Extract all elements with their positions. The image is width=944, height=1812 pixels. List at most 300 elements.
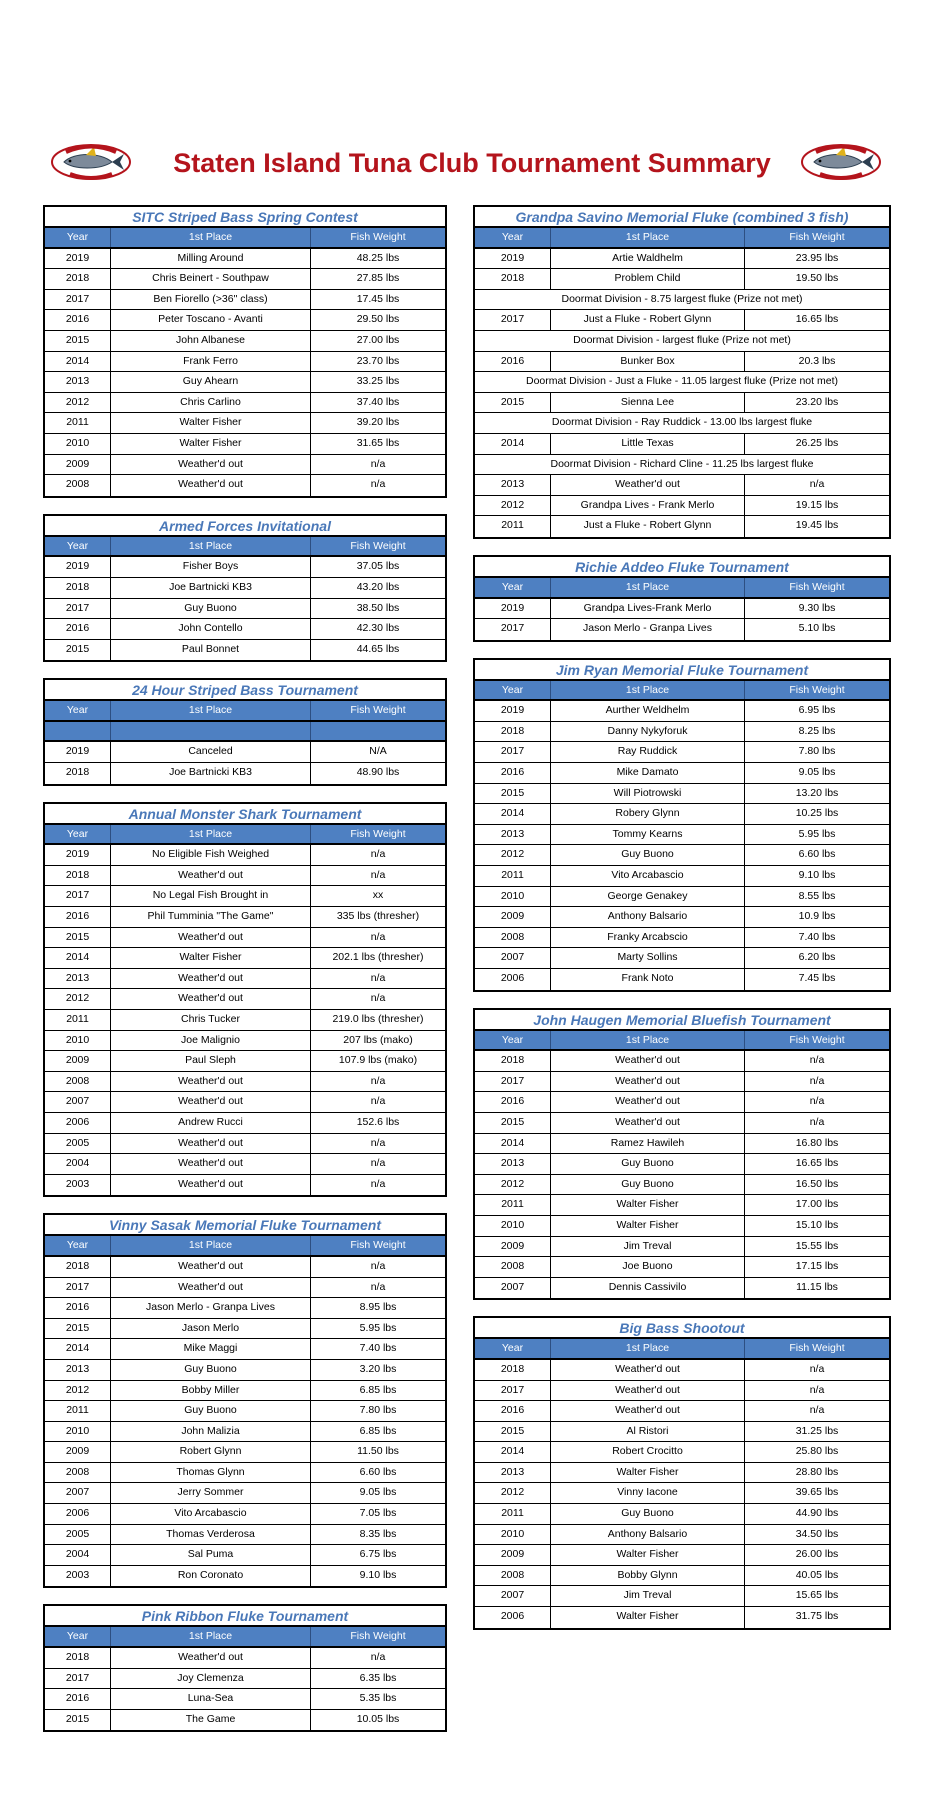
table-john-haugen-memorial-bluefish-tournament [473,1008,891,1301]
fish-weight-cell: 43.20 lbs [356,580,400,593]
year-cell: 2007 [475,948,551,968]
table-title: Grandpa Savino Memorial Fluke (combined 3 fish) [475,207,889,228]
year-cell: 2014 [45,948,111,968]
fish-weight-cell: 29.50 lbs [356,313,400,326]
header-fish-weight: Fish Weight [350,231,406,243]
fish-weight-cell: 6.85 lbs [359,1383,397,1396]
first-place-cell: Chris Carlino [111,393,311,413]
table-title: John Haugen Memorial Bluefish Tournament [475,1010,889,1031]
year-cell: 2010 [45,1031,111,1051]
first-place-cell: Bobby Glynn [551,1566,745,1586]
table-header-row [45,701,445,722]
year-cell: 2018 [45,1257,111,1277]
year-cell: 2013 [475,1463,551,1483]
table-title: Vinny Sasak Memorial Fluke Tournament [45,1215,445,1236]
fish-weight-cell: 7.80 lbs [798,745,836,758]
table-row [475,1257,889,1278]
fish-weight-cell: N/A [369,745,387,758]
first-place-cell: Joe Malignio [111,1031,311,1051]
year-cell: 2017 [475,742,551,762]
fish-weight-cell: 34.50 lbs [795,1527,839,1540]
year-cell: 2016 [475,352,551,372]
fish-weight-cell: 16.65 lbs [795,1157,839,1170]
first-place-cell: Jerry Sommer [111,1483,311,1503]
table-row [45,886,445,907]
table-row [475,742,889,763]
division-note: Doormat Division - Just a Fluke - 11.05 largest fluke (Prize not met) [525,375,838,388]
fish-weight-cell: n/a [370,1280,386,1293]
year-cell: 2007 [45,1092,111,1112]
table-row [475,475,889,496]
fish-weight-cell: 19.15 lbs [795,498,839,511]
fish-weight-cell: n/a [370,868,386,881]
year-cell: 2018 [45,578,111,598]
fish-weight-cell: n/a [809,1074,825,1087]
table-row [45,352,445,373]
fish-weight-cell: 31.25 lbs [795,1424,839,1437]
header-year: Year [475,1031,551,1050]
fish-weight-cell: 39.20 lbs [356,416,400,429]
table-row [475,1134,889,1155]
first-place-cell: Thomas Verderosa [111,1525,311,1545]
year-cell: 2010 [45,1422,111,1442]
table-title: SITC Striped Bass Spring Contest [45,207,445,228]
table-header-row [45,1236,445,1257]
table-row [475,1175,889,1196]
first-place-cell: The Game [111,1710,311,1731]
year-cell: 2019 [45,845,111,865]
year-cell: 2009 [45,1051,111,1071]
year-cell: 2010 [475,1216,551,1236]
fish-weight-cell: 15.65 lbs [795,1589,839,1602]
first-place-cell: Al Ristori [551,1422,745,1442]
first-place-cell: Weather'd out [551,1072,745,1092]
year-cell: 2010 [475,887,551,907]
first-place-cell: Jim Treval [551,1586,745,1606]
fish-weight-cell: 6.95 lbs [798,704,836,717]
first-place-cell: Grandpa Lives - Frank Merlo [551,496,745,516]
table-row [475,1113,889,1134]
table-row [475,948,889,969]
table-row [45,290,445,311]
table-row [475,434,889,455]
header-fish-weight: Fish Weight [350,704,406,717]
fish-weight-cell: 19.50 lbs [795,272,839,285]
header-year: Year [45,701,111,720]
table-row [45,1278,445,1299]
year-cell: 2005 [45,1525,111,1545]
division-note: Doormat Division - Richard Cline - 11.25 lbs largest fluke [550,457,814,470]
year-cell: 2016 [45,310,111,330]
table-row [45,310,445,331]
first-place-cell: Weather'd out [111,866,311,886]
table-row [45,1422,445,1443]
year-cell: 2017 [45,599,111,619]
year-cell: 2014 [475,1442,551,1462]
table-row [45,1504,445,1525]
header-year: Year [475,681,551,700]
table-row [45,907,445,928]
table-annual-monster-shark-tournament [43,802,447,1198]
year-cell: 2008 [475,1257,551,1277]
first-place-cell: Weather'd out [111,1175,311,1196]
fish-weight-cell: 8.55 lbs [798,889,836,902]
table-row [45,269,445,290]
first-place-cell: Jason Merlo - Granpa Lives [111,1298,311,1318]
first-place-cell: Joe Bartnicki KB3 [111,578,311,598]
table-header-row [475,681,889,702]
first-place-cell: Mike Damato [551,763,745,783]
table-big-bass-shootout [473,1316,891,1629]
table-sitc-striped-bass-spring-contest [43,205,447,498]
first-place-cell: John Contello [111,619,311,639]
blank-cell [311,722,445,741]
table-richie-addeo-fluke-tournament [473,555,891,642]
year-cell: 2019 [45,742,111,762]
fish-weight-cell: n/a [370,1177,386,1190]
year-cell: 2013 [475,825,551,845]
fish-weight-cell: 7.45 lbs [798,972,836,984]
note-row [475,455,889,476]
table-row [45,619,445,640]
division-note: Doormat Division - Ray Ruddick - 13.00 lbs largest fluke [551,416,813,429]
fish-weight-cell: n/a [809,478,825,491]
table-row [475,825,889,846]
year-cell: 2015 [45,1319,111,1339]
first-place-cell: Weather'd out [551,1092,745,1112]
year-cell: 2015 [475,1422,551,1442]
year-cell: 2004 [45,1154,111,1174]
table-row [475,784,889,805]
year-cell: 2012 [475,496,551,516]
table-row [45,1525,445,1546]
fish-weight-cell: 10.05 lbs [356,1712,400,1725]
first-place-cell: Dennis Cassivilo [551,1278,745,1299]
year-cell: 2009 [45,455,111,475]
year-cell: 2009 [475,1545,551,1565]
year-cell: 2014 [475,434,551,454]
document-title: Staten Island Tuna Club Tournament Summary [173,148,771,178]
table-row [475,1525,889,1546]
fish-weight-cell: n/a [809,1095,825,1108]
year-cell: 2012 [475,845,551,865]
table-row [475,310,889,331]
year-cell: 2011 [45,1010,111,1030]
year-cell: 2009 [475,907,551,927]
first-place-cell: Weather'd out [551,1051,745,1071]
fish-weight-cell: n/a [370,1074,386,1087]
year-cell: 2009 [45,1442,111,1462]
table-row [475,1607,889,1628]
table-row [475,866,889,887]
first-place-cell: Vito Arcabascio [551,866,745,886]
first-place-cell: Tommy Kearns [551,825,745,845]
blank-cell [111,722,311,741]
year-cell: 2016 [475,1401,551,1421]
table-row [475,804,889,825]
year-cell: 2013 [475,475,551,495]
table-row [45,1339,445,1360]
first-place-cell: John Albanese [111,331,311,351]
blank-header-row [45,722,445,743]
table-row [475,1051,889,1072]
fish-weight-cell: n/a [370,1095,386,1108]
year-cell: 2009 [475,1237,551,1257]
fish-weight-cell: 48.25 lbs [356,251,400,264]
fish-weight-cell: 42.30 lbs [356,622,400,635]
first-place-cell: Frank Ferro [111,352,311,372]
tuna-club-logo-right [800,138,882,186]
fish-weight-cell: 17.00 lbs [795,1198,839,1211]
fish-weight-cell: 11.15 lbs [796,1280,838,1293]
fish-weight-cell: 6.20 lbs [798,951,836,964]
table-row [45,1051,445,1072]
first-place-cell: Andrew Rucci [111,1113,311,1133]
year-cell: 2017 [45,290,111,310]
year-cell: 2016 [475,763,551,783]
year-cell: 2008 [45,1463,111,1483]
year-cell: 2018 [45,866,111,886]
year-cell: 2008 [45,1072,111,1092]
year-cell: 2013 [45,969,111,989]
first-place-cell: Danny Nykyforuk [551,722,745,742]
table-row [45,331,445,352]
fish-weight-cell: n/a [370,1136,386,1149]
header-first-place: 1st Place [111,537,311,556]
table-row [45,948,445,969]
fish-weight-cell: 37.05 lbs [356,560,400,573]
first-place-cell: No Legal Fish Brought in [111,886,311,906]
division-note: Doormat Division - 8.75 largest fluke (Prize not met) [561,292,803,305]
first-place-cell: Walter Fisher [111,413,311,433]
note-row [475,290,889,311]
table-title: 24 Hour Striped Bass Tournament [45,680,445,701]
first-place-cell: Weather'd out [111,455,311,475]
table-title: Pink Ribbon Fluke Tournament [45,1606,445,1627]
table-row [45,1134,445,1155]
first-place-cell: Jason Merlo [111,1319,311,1339]
note-row [475,413,889,434]
year-cell: 2006 [475,1607,551,1628]
year-cell: 2015 [45,1710,111,1731]
first-place-cell: Sal Puma [111,1545,311,1565]
fish-weight-cell: 16.50 lbs [795,1177,839,1190]
year-cell: 2006 [45,1113,111,1133]
fish-weight-cell: 16.65 lbs [795,313,839,326]
table-jim-ryan-memorial-fluke-tournament [473,658,891,992]
table-row [45,1175,445,1196]
table-title: Big Bass Shootout [475,1318,889,1339]
year-cell: 2019 [475,249,551,269]
first-place-cell: Chris Beinert - Southpaw [111,269,311,289]
table-row [475,1401,889,1422]
table-row [45,1566,445,1587]
first-place-cell: John Malizia [111,1422,311,1442]
first-place-cell: Robert Crocitto [551,1442,745,1462]
fish-weight-cell: 23.95 lbs [795,251,839,264]
table-row [475,1216,889,1237]
fish-weight-cell: 5.95 lbs [798,827,836,840]
fish-weight-cell: 7.40 lbs [359,1342,397,1355]
first-place-cell: Paul Bonnet [111,640,311,661]
year-cell: 2018 [45,1648,111,1668]
fish-weight-cell: 26.00 lbs [795,1548,839,1561]
fish-weight-cell: n/a [809,1383,825,1396]
year-cell: 2015 [45,331,111,351]
table-row [45,763,445,784]
fish-weight-cell: n/a [370,1259,386,1272]
year-cell: 2015 [45,640,111,661]
first-place-cell: Marty Sollins [551,948,745,968]
fish-weight-cell: n/a [809,1115,825,1128]
fish-weight-cell: 7.40 lbs [798,930,836,943]
first-place-cell: Bobby Miller [111,1381,311,1401]
blank-cell [45,722,111,741]
first-place-cell: Thomas Glynn [111,1463,311,1483]
year-cell: 2011 [45,413,111,433]
fish-weight-cell: 7.80 lbs [359,1404,397,1417]
fish-weight-cell: 219.0 lbs (thresher) [332,1013,424,1025]
table-row [45,1545,445,1566]
year-cell: 2019 [45,249,111,269]
table-row [475,1237,889,1258]
header-year: Year [475,578,551,597]
fish-weight-cell: 8.95 lbs [359,1301,397,1314]
first-place-cell: George Genakey [551,887,745,907]
table-row [475,763,889,784]
first-place-cell: Walter Fisher [551,1216,745,1236]
first-place-cell: Robert Glynn [111,1442,311,1462]
first-place-cell: Weather'd out [551,475,745,495]
first-place-cell: Weather'd out [111,1257,311,1277]
fish-weight-cell: n/a [809,1054,825,1067]
first-place-cell: Walter Fisher [111,948,311,968]
fish-weight-cell: n/a [370,1651,386,1664]
header-year: Year [45,1236,111,1255]
header-fish-weight: Fish Weight [789,1342,845,1355]
fish-weight-cell: n/a [370,992,386,1005]
table-row [45,1442,445,1463]
year-cell: 2016 [45,907,111,927]
year-cell: 2019 [45,557,111,577]
header-first-place: 1st Place [111,1627,311,1646]
year-cell: 2019 [475,599,551,619]
fish-weight-cell: 8.35 lbs [359,1527,397,1540]
first-place-cell: Sienna Lee [551,393,745,413]
left-column [43,205,447,1748]
fish-weight-cell: 9.05 lbs [798,766,836,779]
table-row [475,969,889,990]
year-cell: 2016 [475,1092,551,1112]
fish-weight-cell: 8.25 lbs [798,724,836,737]
year-cell: 2007 [475,1278,551,1299]
first-place-cell: Weather'd out [111,1134,311,1154]
fish-weight-cell: 15.10 lbs [795,1218,839,1231]
table-title: Annual Monster Shark Tournament [45,804,445,825]
year-cell: 2005 [45,1134,111,1154]
table-row [45,1463,445,1484]
first-place-cell: Ron Coronato [111,1566,311,1587]
table-header-row [475,578,889,599]
first-place-cell: Weather'd out [111,1278,311,1298]
first-place-cell: Problem Child [551,269,745,289]
year-cell: 2006 [45,1504,111,1524]
first-place-cell: Just a Fluke - Robert Glynn [551,310,745,330]
fish-weight-cell: 3.20 lbs [359,1362,397,1375]
fish-weight-cell: n/a [370,457,386,470]
header-year: Year [45,537,111,556]
fish-weight-cell: 31.75 lbs [795,1610,839,1623]
fish-weight-cell: 6.60 lbs [798,848,836,861]
year-cell: 2011 [475,1195,551,1215]
table-row [475,722,889,743]
table-row [475,907,889,928]
first-place-cell: Bunker Box [551,352,745,372]
fish-weight-cell: 5.10 lbs [798,622,836,635]
fish-weight-cell: 19.45 lbs [795,519,839,532]
fish-weight-cell: 10.9 lbs [798,910,836,923]
fish-weight-cell: n/a [809,1362,825,1375]
fish-weight-cell: 27.00 lbs [356,333,400,346]
fish-weight-cell: 17.45 lbs [356,292,400,305]
first-place-cell: No Eligible Fish Weighed [111,845,311,865]
first-place-cell: Fisher Boys [111,557,311,577]
table-row [475,1381,889,1402]
fish-weight-cell: 6.75 lbs [359,1548,397,1561]
first-place-cell: Guy Ahearn [111,372,311,392]
header-fish-weight: Fish Weight [789,683,845,696]
table-row [45,455,445,476]
table-row [45,742,445,763]
table-title: Richie Addeo Fluke Tournament [475,557,889,578]
first-place-cell: Weather'd out [111,989,311,1009]
table-row [45,1360,445,1381]
fish-weight-cell: 107.9 lbs (mako) [338,1054,418,1067]
header-first-place: 1st Place [111,228,311,247]
fish-weight-cell: 20.3 lbs [798,354,836,367]
first-place-cell: Jim Treval [551,1237,745,1257]
table-row [45,640,445,661]
year-cell: 2017 [475,1072,551,1092]
first-place-cell: Guy Buono [111,599,311,619]
table-row [475,1154,889,1175]
year-cell: 2013 [475,1154,551,1174]
table-row [45,475,445,496]
first-place-cell: Frank Noto [551,969,745,990]
year-cell: 2008 [45,475,111,496]
year-cell: 2018 [475,269,551,289]
year-cell: 2010 [45,434,111,454]
first-place-cell: Peter Toscano - Avanti [111,310,311,330]
table-row [45,557,445,578]
header-fish-weight: Fish Weight [789,580,845,593]
first-place-cell: Joe Buono [551,1257,745,1277]
fish-weight-cell: 33.25 lbs [356,375,400,388]
page-header [0,128,944,198]
first-place-cell: Aurther Weldhelm [551,701,745,721]
table-header-row [475,1031,889,1052]
first-place-cell: Weather'd out [111,1154,311,1174]
year-cell: 2012 [45,1381,111,1401]
table-row [475,516,889,537]
year-cell: 2011 [475,516,551,537]
table-row [475,928,889,949]
tuna-club-logo-left [50,138,132,186]
table-row [475,352,889,373]
table-row [475,1422,889,1443]
table-row [475,1463,889,1484]
fish-weight-cell: 38.50 lbs [356,601,400,614]
